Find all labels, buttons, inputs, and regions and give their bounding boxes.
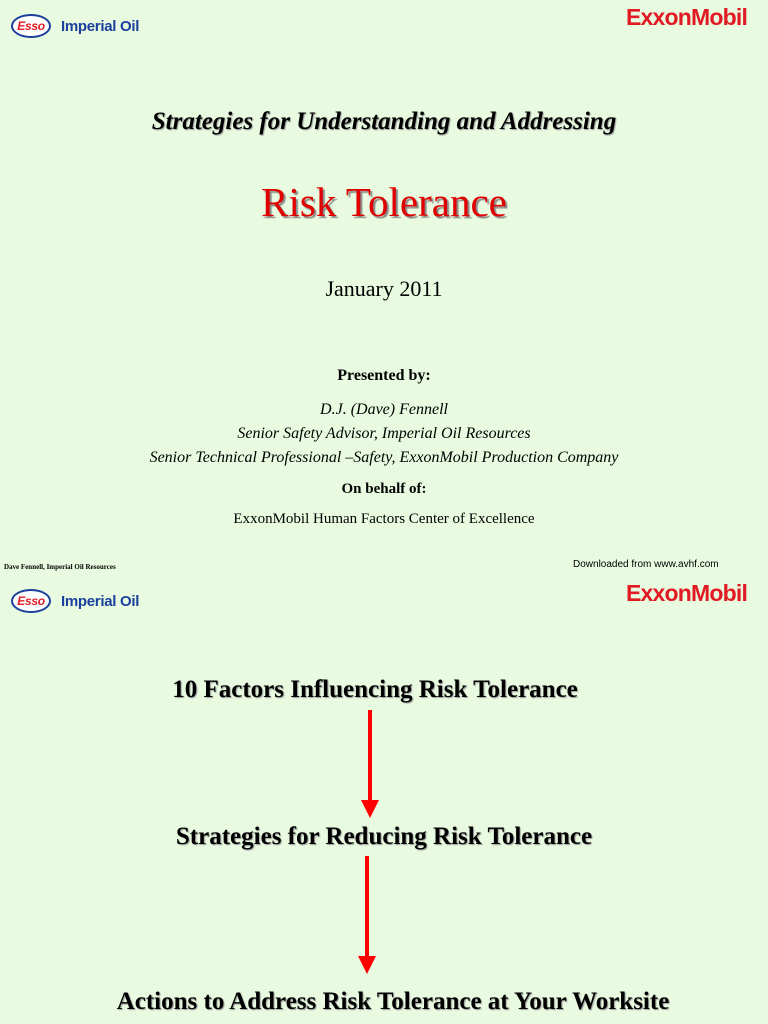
esso-logo-text: Esso (17, 19, 45, 33)
organization-name: ExxonMobil Human Factors Center of Excellence (233, 511, 535, 527)
exxonmobil-logo: ExxonMobil (626, 580, 748, 606)
presenter-role-2: Senior Technical Professional –Safety, ExxonMobil Production Company (149, 449, 619, 466)
flow-step-3: Actions to Address Risk Tolerance at Your Worksite (116, 988, 670, 1015)
esso-logo-text: Esso (17, 594, 45, 608)
exxonmobil-logo: ExxonMobil (626, 4, 748, 30)
flow-step-1: 10 Factors Influencing Risk Tolerance (172, 676, 578, 703)
presented-by-label: Presented by: (337, 367, 431, 384)
esso-imperial-logo (11, 14, 139, 38)
esso-imperial-logo (11, 589, 139, 613)
presentation-subtitle: Strategies for Understanding and Addressing (151, 108, 617, 135)
presenter-role-1: Senior Safety Advisor, Imperial Oil Resources (237, 425, 531, 442)
esso-oval-icon (11, 14, 51, 38)
down-arrow-icon (357, 856, 377, 976)
presentation-title: Risk Tolerance (261, 179, 507, 225)
on-behalf-label: On behalf of: (341, 481, 427, 497)
imperial-oil-logo-text: Imperial Oil (61, 17, 140, 35)
presentation-date: January 2011 (325, 276, 443, 301)
footer-source: Downloaded from www.avhf.com (573, 559, 719, 570)
esso-oval-icon (11, 589, 51, 613)
imperial-oil-logo-text: Imperial Oil (61, 592, 140, 610)
flow-step-2: Strategies for Reducing Risk Tolerance (175, 823, 593, 850)
footer-author: Dave Fennell, Imperial Oil Resources (4, 563, 116, 571)
flow-slide (0, 580, 768, 1024)
presenter-name: D.J. (Dave) Fennell (320, 401, 448, 418)
down-arrow-icon (360, 710, 380, 820)
presenter-block (0, 398, 768, 470)
